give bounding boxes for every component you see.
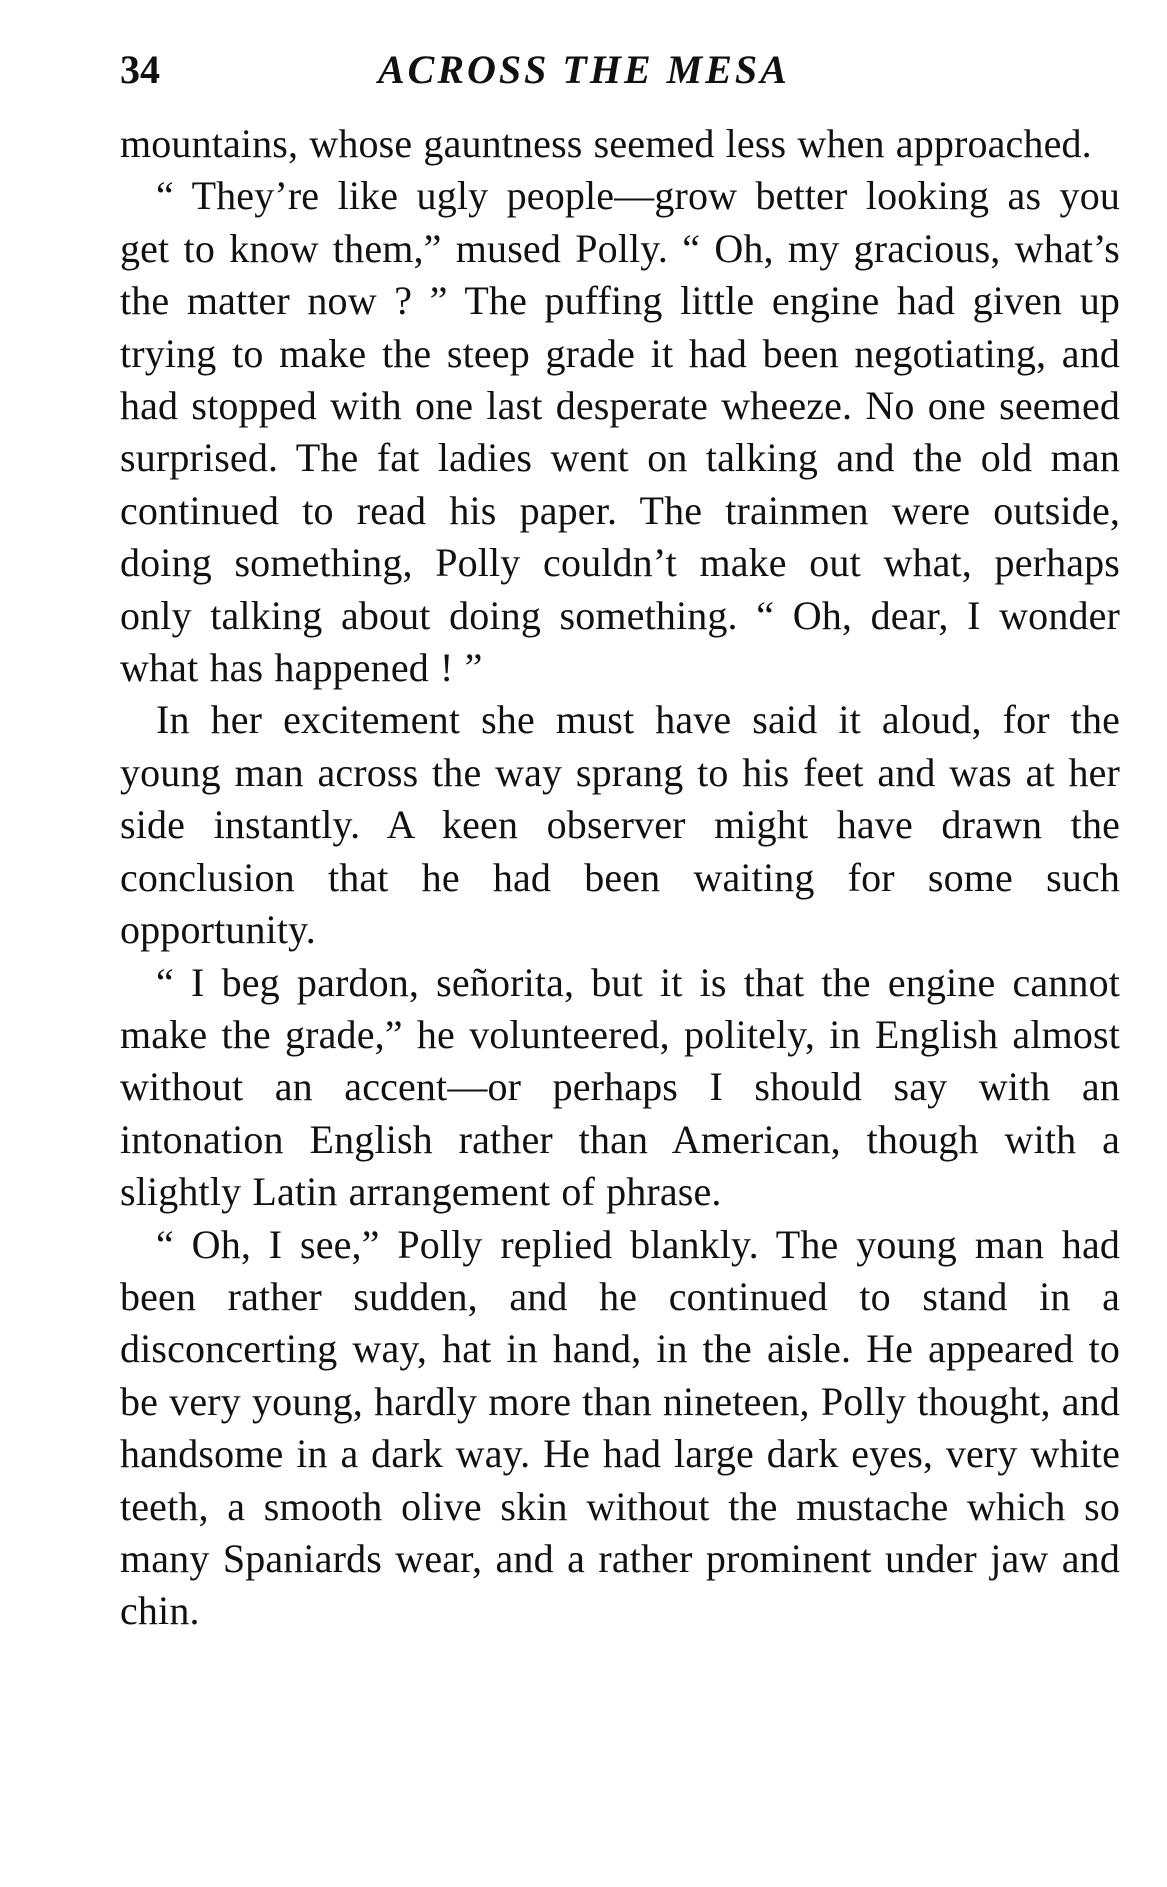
running-head bbox=[120, 40, 1120, 100]
book-page bbox=[120, 40, 1120, 1638]
paragraph-continuation: mountains, whose gauntness seemed less when approached. bbox=[120, 121, 1092, 166]
page-number: 34 bbox=[120, 47, 160, 92]
paragraph: “ I beg pardon, señorita, but it is that the engine cannot make the grade,” he volunteered, politely, in English almost without an accent—or perhaps I should say with an intonation English rather than American, though with a slightly Latin arrangement of phrase. bbox=[120, 959, 1120, 1215]
paragraph: In her excitement she must have said it aloud, for the young man across the way sprang to his feet and was at her side instantly. A keen observer might have drawn the conclusion that he had been waiting for some such opportunity. bbox=[120, 697, 1120, 953]
paragraph: “ Oh, I see,” Polly replied blankly. The young man had been rather sudden, and he continued to stand in a disconcerting way, hat in hand, in the aisle. He appeared to be very young, hardly more than nineteen, Polly thought, and handsome in a dark way. He had large dark eyes, very white teeth, a smooth olive skin without the mustache which so many Spaniards wear, and a rather prominent under jaw and chin. bbox=[120, 1221, 1121, 1634]
paragraph: “ They’re like ugly people—grow better looking as you get to know them,” mused Polly. “ Oh, my gracious, what’s the matter now ? ” The puffing little engine had given up trying to make the steep grade it had been negotiating, and had stopped with one last desperate wheeze. No one seemed surprised. The fat ladies went on talking and the old man continued to read his paper. The trainmen were outside, doing something, Polly couldn’t make out what, perhaps only talking about doing something. “ Oh, dear, I wonder what has happened ! ” bbox=[120, 173, 1120, 691]
running-title: ACROSS THE MESA bbox=[378, 47, 790, 92]
body-text bbox=[120, 118, 1120, 1638]
